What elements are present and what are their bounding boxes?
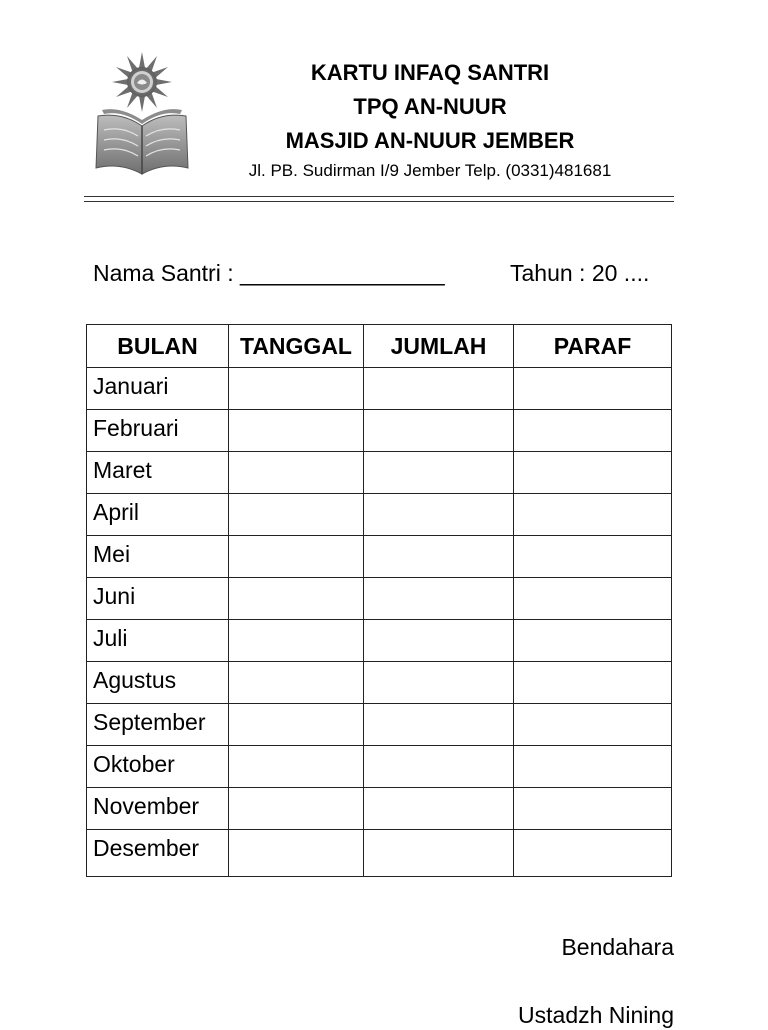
month-cell: Agustus bbox=[87, 662, 229, 704]
amount-cell bbox=[364, 452, 514, 494]
header-tanggal: TANGGAL bbox=[229, 325, 364, 368]
table-row bbox=[87, 452, 672, 494]
month-cell: Oktober bbox=[87, 746, 229, 788]
table-row bbox=[87, 410, 672, 452]
table-row bbox=[87, 746, 672, 788]
month-cell: April bbox=[87, 494, 229, 536]
date-cell bbox=[229, 704, 364, 746]
amount-cell bbox=[364, 368, 514, 410]
header-bulan: BULAN bbox=[87, 325, 229, 368]
date-cell bbox=[229, 368, 364, 410]
school-name: TPQ AN-NUUR bbox=[353, 94, 507, 119]
table-header-row bbox=[87, 325, 672, 368]
signature-cell bbox=[514, 704, 672, 746]
mosque-name: MASJID AN-NUUR JEMBER bbox=[285, 128, 575, 153]
amount-cell bbox=[364, 536, 514, 578]
date-cell bbox=[229, 494, 364, 536]
signature-cell bbox=[514, 578, 672, 620]
address-line: Jl. PB. Sudirman I/9 Jember Telp. (0331)481681 bbox=[248, 161, 612, 180]
date-cell bbox=[229, 578, 364, 620]
month-cell: Mei bbox=[87, 536, 229, 578]
infaq-table bbox=[86, 324, 672, 877]
amount-cell bbox=[364, 704, 514, 746]
table-row bbox=[87, 830, 672, 877]
year-field: Tahun : 20 .... bbox=[510, 260, 650, 286]
month-cell: Februari bbox=[87, 410, 229, 452]
amount-cell bbox=[364, 788, 514, 830]
amount-cell bbox=[364, 620, 514, 662]
header-divider-top bbox=[84, 196, 674, 197]
table-row bbox=[87, 704, 672, 746]
amount-cell bbox=[364, 746, 514, 788]
month-cell: Desember bbox=[87, 830, 229, 877]
amount-cell bbox=[364, 830, 514, 877]
table-row bbox=[87, 788, 672, 830]
month-cell: Maret bbox=[87, 452, 229, 494]
date-cell bbox=[229, 746, 364, 788]
amount-cell bbox=[364, 494, 514, 536]
signature-cell bbox=[514, 452, 672, 494]
date-cell bbox=[229, 452, 364, 494]
signature-cell bbox=[514, 368, 672, 410]
header-paraf: PARAF bbox=[514, 325, 672, 368]
table-row bbox=[87, 662, 672, 704]
card-title: KARTU INFAQ SANTRI bbox=[310, 60, 550, 85]
amount-cell bbox=[364, 578, 514, 620]
signature-cell bbox=[514, 494, 672, 536]
date-cell bbox=[229, 662, 364, 704]
muhammadiyah-logo bbox=[92, 50, 192, 182]
table-row bbox=[87, 578, 672, 620]
date-cell bbox=[229, 788, 364, 830]
table-row bbox=[87, 494, 672, 536]
treasurer-name: Ustadzh Nining bbox=[518, 1002, 674, 1028]
month-cell: Januari bbox=[87, 368, 229, 410]
month-cell: November bbox=[87, 788, 229, 830]
signature-cell bbox=[514, 620, 672, 662]
signature-cell bbox=[514, 746, 672, 788]
signature-cell bbox=[514, 410, 672, 452]
student-name-field: Nama Santri : ________________ bbox=[93, 260, 445, 286]
amount-cell bbox=[364, 410, 514, 452]
amount-cell bbox=[364, 662, 514, 704]
signature-cell bbox=[514, 536, 672, 578]
month-cell: Juli bbox=[87, 620, 229, 662]
month-cell: Juni bbox=[87, 578, 229, 620]
signature-cell bbox=[514, 662, 672, 704]
table-row bbox=[87, 620, 672, 662]
date-cell bbox=[229, 620, 364, 662]
date-cell bbox=[229, 410, 364, 452]
signature-cell bbox=[514, 788, 672, 830]
date-cell bbox=[229, 536, 364, 578]
month-cell: September bbox=[87, 704, 229, 746]
table-row bbox=[87, 368, 672, 410]
header-jumlah: JUMLAH bbox=[364, 325, 514, 368]
signature-cell bbox=[514, 830, 672, 877]
date-cell bbox=[229, 830, 364, 877]
treasurer-title: Bendahara bbox=[561, 934, 674, 960]
header-divider-bottom bbox=[84, 201, 674, 202]
table-row bbox=[87, 536, 672, 578]
